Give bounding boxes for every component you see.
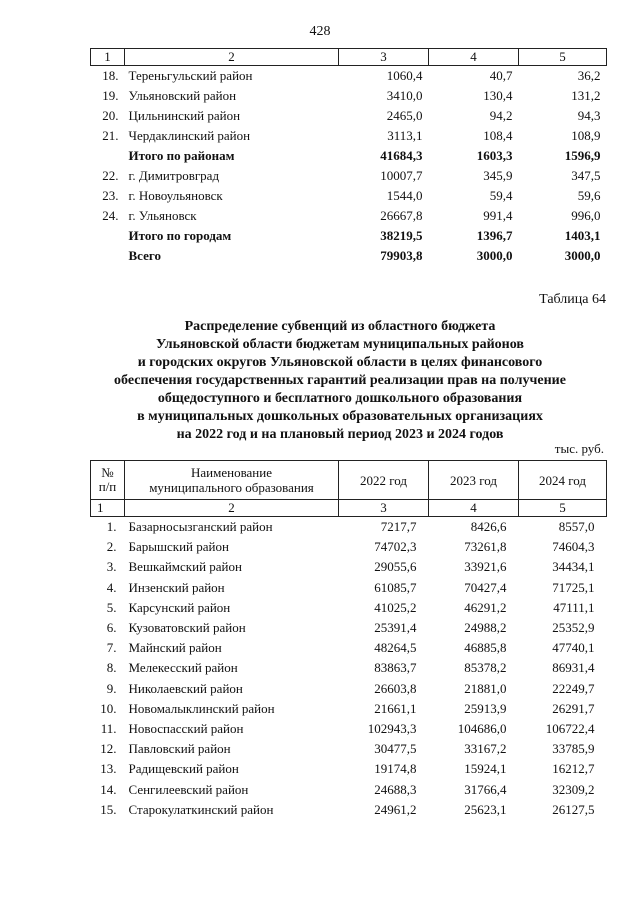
value-col3: 26667,8 — [380, 208, 423, 223]
table-row — [91, 658, 607, 678]
value-2024: 25352,9 — [552, 620, 595, 636]
table-row — [91, 719, 607, 739]
value-col4: 108,4 — [483, 128, 513, 143]
table-row — [91, 206, 607, 226]
row-number: 23. — [102, 188, 119, 203]
row-name: Кузоватовский район — [128, 620, 246, 636]
row-number: 7. — [106, 640, 117, 656]
row-number: 5. — [106, 599, 117, 615]
value-col4: 991,4 — [483, 208, 513, 223]
value-col5: 347,5 — [571, 168, 601, 183]
table-row — [91, 517, 607, 538]
row-name: Итого по районам — [128, 148, 235, 163]
value-2022: 48264,5 — [374, 640, 417, 656]
value-2022: 29055,6 — [374, 559, 417, 575]
row-number: 21. — [102, 128, 119, 143]
value-2024: 47111,1 — [553, 599, 595, 615]
value-2022: 25391,4 — [374, 620, 417, 636]
value-2023: 21881,0 — [464, 680, 507, 696]
row-number: 4. — [106, 579, 117, 595]
value-col3: 2465,0 — [386, 108, 423, 123]
title-line: и городских округов Ульяновской области в целях финансового — [137, 355, 543, 370]
value-2024: 26291,7 — [552, 700, 595, 716]
value-2024: 34434,1 — [552, 559, 595, 575]
row-number: 1. — [106, 519, 117, 535]
value-2024: 32309,2 — [552, 781, 595, 797]
row-number: 19. — [102, 88, 119, 103]
top-table-column-numbers — [91, 49, 607, 66]
value-col5: 3000,0 — [564, 248, 601, 263]
table-row — [91, 679, 607, 699]
row-name: Барышский район — [128, 539, 229, 555]
table-row — [91, 638, 607, 658]
value-col3: 3410,0 — [386, 88, 423, 103]
row-name: г. Ульяновск — [128, 208, 197, 223]
row-number: 6. — [106, 620, 117, 636]
title-line: обеспечения государственных гарантий реализации прав на получение — [114, 373, 566, 388]
page-number: 428 — [309, 24, 331, 39]
value-2024: 22249,7 — [552, 680, 595, 696]
value-2022: 83863,7 — [374, 660, 417, 676]
row-name: г. Новоульяновск — [128, 188, 223, 203]
value-2023: 25913,9 — [464, 700, 507, 716]
row-name: Николаевский район — [128, 680, 243, 696]
col-number: 3 — [339, 49, 429, 66]
row-name: Старокулаткинский район — [128, 801, 274, 817]
value-col3: 1060,4 — [386, 68, 423, 83]
value-col3: 41684,3 — [380, 148, 423, 163]
value-2022: 61085,7 — [374, 579, 417, 595]
value-col3: 10007,7 — [380, 168, 423, 183]
row-number: 3. — [106, 559, 117, 575]
table-row — [91, 186, 607, 206]
table-row — [91, 106, 607, 126]
row-number — [91, 246, 125, 266]
table-row — [91, 537, 607, 557]
table-title — [60, 318, 620, 444]
value-2022: 24961,2 — [374, 801, 417, 817]
title-line: Ульяновской области бюджетам муниципальных районов — [156, 337, 524, 352]
row-number: 9. — [106, 680, 117, 696]
value-col5: 59,6 — [577, 188, 601, 203]
header-name — [125, 461, 339, 500]
row-number: 12. — [100, 741, 117, 757]
value-2022: 7217,7 — [380, 519, 417, 535]
value-col4: 94,2 — [489, 108, 513, 123]
row-number: 10. — [100, 700, 117, 716]
value-2023: 104686,0 — [457, 720, 507, 736]
value-2022: 21661,1 — [374, 700, 417, 716]
value-col3: 3113,1 — [387, 128, 423, 143]
row-number — [91, 226, 125, 246]
main-table-header — [91, 461, 607, 500]
row-number: 8. — [106, 660, 117, 676]
value-2024: 74604,3 — [552, 539, 595, 555]
value-col4: 1396,7 — [476, 228, 513, 243]
value-2022: 19174,8 — [374, 761, 417, 777]
main-table-column-numbers — [91, 500, 607, 517]
row-name: Радищевский район — [128, 761, 239, 777]
value-2023: 31766,4 — [464, 781, 507, 797]
header-year-2023: 2023 год — [429, 461, 519, 500]
value-col5: 131,2 — [571, 88, 601, 103]
units-label: тыс. руб. — [554, 441, 604, 456]
table-row — [91, 739, 607, 759]
value-2023: 33921,6 — [464, 559, 507, 575]
row-name: Цильнинский район — [128, 108, 241, 123]
value-col4: 130,4 — [483, 88, 513, 103]
value-2024: 26127,5 — [552, 801, 595, 817]
value-2022: 41025,2 — [374, 599, 417, 615]
row-number: 18. — [102, 68, 119, 83]
value-col5: 108,9 — [571, 128, 601, 143]
table-row — [91, 598, 607, 618]
value-2023: 24988,2 — [464, 620, 507, 636]
title-line: на 2022 год и на плановый период 2023 и 2024 годов — [176, 427, 504, 442]
table-row — [91, 146, 607, 166]
title-line: в муниципальных дошкольных образовательных организациях — [137, 409, 543, 424]
value-2024: 33785,9 — [552, 741, 595, 757]
row-name: Чердаклинский район — [128, 128, 251, 143]
table-row — [91, 166, 607, 186]
row-number: 14. — [100, 781, 117, 797]
value-2024: 106722,4 — [545, 720, 595, 736]
row-name: Мелекесский район — [128, 660, 238, 676]
value-2024: 71725,1 — [552, 579, 595, 595]
value-2024: 47740,1 — [552, 640, 595, 656]
value-col5: 996,0 — [571, 208, 601, 223]
col-number: 5 — [519, 500, 607, 517]
value-2023: 46885,8 — [464, 640, 507, 656]
row-name: Вешкаймский район — [128, 559, 242, 575]
value-col4: 59,4 — [489, 188, 513, 203]
header-year-2024: 2024 год — [519, 461, 607, 500]
header-name-line1: Наименование — [191, 465, 272, 480]
table-row — [91, 126, 607, 146]
col-number: 4 — [429, 500, 519, 517]
col-number: 1 — [91, 500, 125, 517]
main-table — [90, 460, 607, 820]
value-2023: 25623,1 — [464, 801, 507, 817]
col-number: 3 — [339, 500, 429, 517]
table-label: Таблица 64 — [539, 292, 606, 307]
value-col5: 36,2 — [577, 68, 601, 83]
table-row — [91, 618, 607, 638]
row-number: 15. — [100, 801, 117, 817]
table-row — [91, 246, 607, 266]
value-2023: 8426,6 — [470, 519, 507, 535]
title-line: общедоступного и бесплатного дошкольного образования — [157, 391, 523, 406]
row-name: Новоспасский район — [128, 720, 244, 736]
value-2023: 85378,2 — [464, 660, 507, 676]
row-number: 22. — [102, 168, 119, 183]
row-number: 13. — [100, 761, 117, 777]
header-name-line2: муниципального образования — [149, 480, 314, 495]
value-2024: 16212,7 — [552, 761, 595, 777]
col-number: 4 — [429, 49, 519, 66]
value-col3: 79903,8 — [380, 248, 423, 263]
value-2022: 24688,3 — [374, 781, 417, 797]
value-col5: 1596,9 — [564, 148, 601, 163]
header-num: № п/п — [91, 461, 125, 500]
row-name: Базарносызганский район — [128, 519, 273, 535]
value-2022: 74702,3 — [374, 539, 417, 555]
value-2024: 86931,4 — [552, 660, 595, 676]
table-row — [91, 759, 607, 779]
row-number — [91, 146, 125, 166]
row-name: Итого по городам — [128, 228, 232, 243]
col-number: 5 — [519, 49, 607, 66]
value-2022: 102943,3 — [367, 720, 417, 736]
value-col5: 1403,1 — [564, 228, 601, 243]
row-name: Новомалыклинский район — [128, 700, 275, 716]
row-name: Ульяновский район — [128, 88, 237, 103]
row-number: 11. — [100, 720, 117, 736]
value-col3: 1544,0 — [386, 188, 423, 203]
title-line: Распределение субвенций из областного бюджета — [184, 319, 496, 334]
value-2023: 46291,2 — [464, 599, 507, 615]
row-name: Майнский район — [128, 640, 222, 656]
value-2023: 15924,1 — [464, 761, 507, 777]
value-col4: 40,7 — [489, 68, 513, 83]
top-table — [90, 48, 607, 266]
header-year-2022: 2022 год — [339, 461, 429, 500]
row-name: Сенгилеевский район — [128, 781, 249, 797]
value-col5: 94,3 — [577, 108, 601, 123]
col-number: 2 — [125, 49, 339, 66]
col-number: 2 — [125, 500, 339, 517]
row-number: 20. — [102, 108, 119, 123]
value-2023: 73261,8 — [464, 539, 507, 555]
row-name: Всего — [128, 248, 161, 263]
table-row — [91, 86, 607, 106]
table-row — [91, 779, 607, 799]
row-name: Инзенский район — [128, 579, 225, 595]
value-col4: 3000,0 — [476, 248, 513, 263]
row-name: Карсунский район — [128, 599, 231, 615]
value-col4: 345,9 — [483, 168, 513, 183]
value-2022: 30477,5 — [374, 741, 417, 757]
value-col3: 38219,5 — [380, 228, 423, 243]
row-name: Павловский район — [128, 741, 231, 757]
table-row — [91, 699, 607, 719]
table-row — [91, 557, 607, 577]
table-row — [91, 226, 607, 246]
value-2023: 33167,2 — [464, 741, 507, 757]
row-number: 2. — [106, 539, 117, 555]
table-row — [91, 578, 607, 598]
table-row — [91, 66, 607, 87]
col-number: 1 — [91, 49, 125, 66]
row-number: 24. — [102, 208, 119, 223]
value-2023: 70427,4 — [464, 579, 507, 595]
value-col4: 1603,3 — [476, 148, 513, 163]
row-name: г. Димитровград — [128, 168, 220, 183]
row-name: Тереньгульский район — [128, 68, 253, 83]
value-2024: 8557,0 — [558, 519, 595, 535]
table-row — [91, 800, 607, 820]
value-2022: 26603,8 — [374, 680, 417, 696]
